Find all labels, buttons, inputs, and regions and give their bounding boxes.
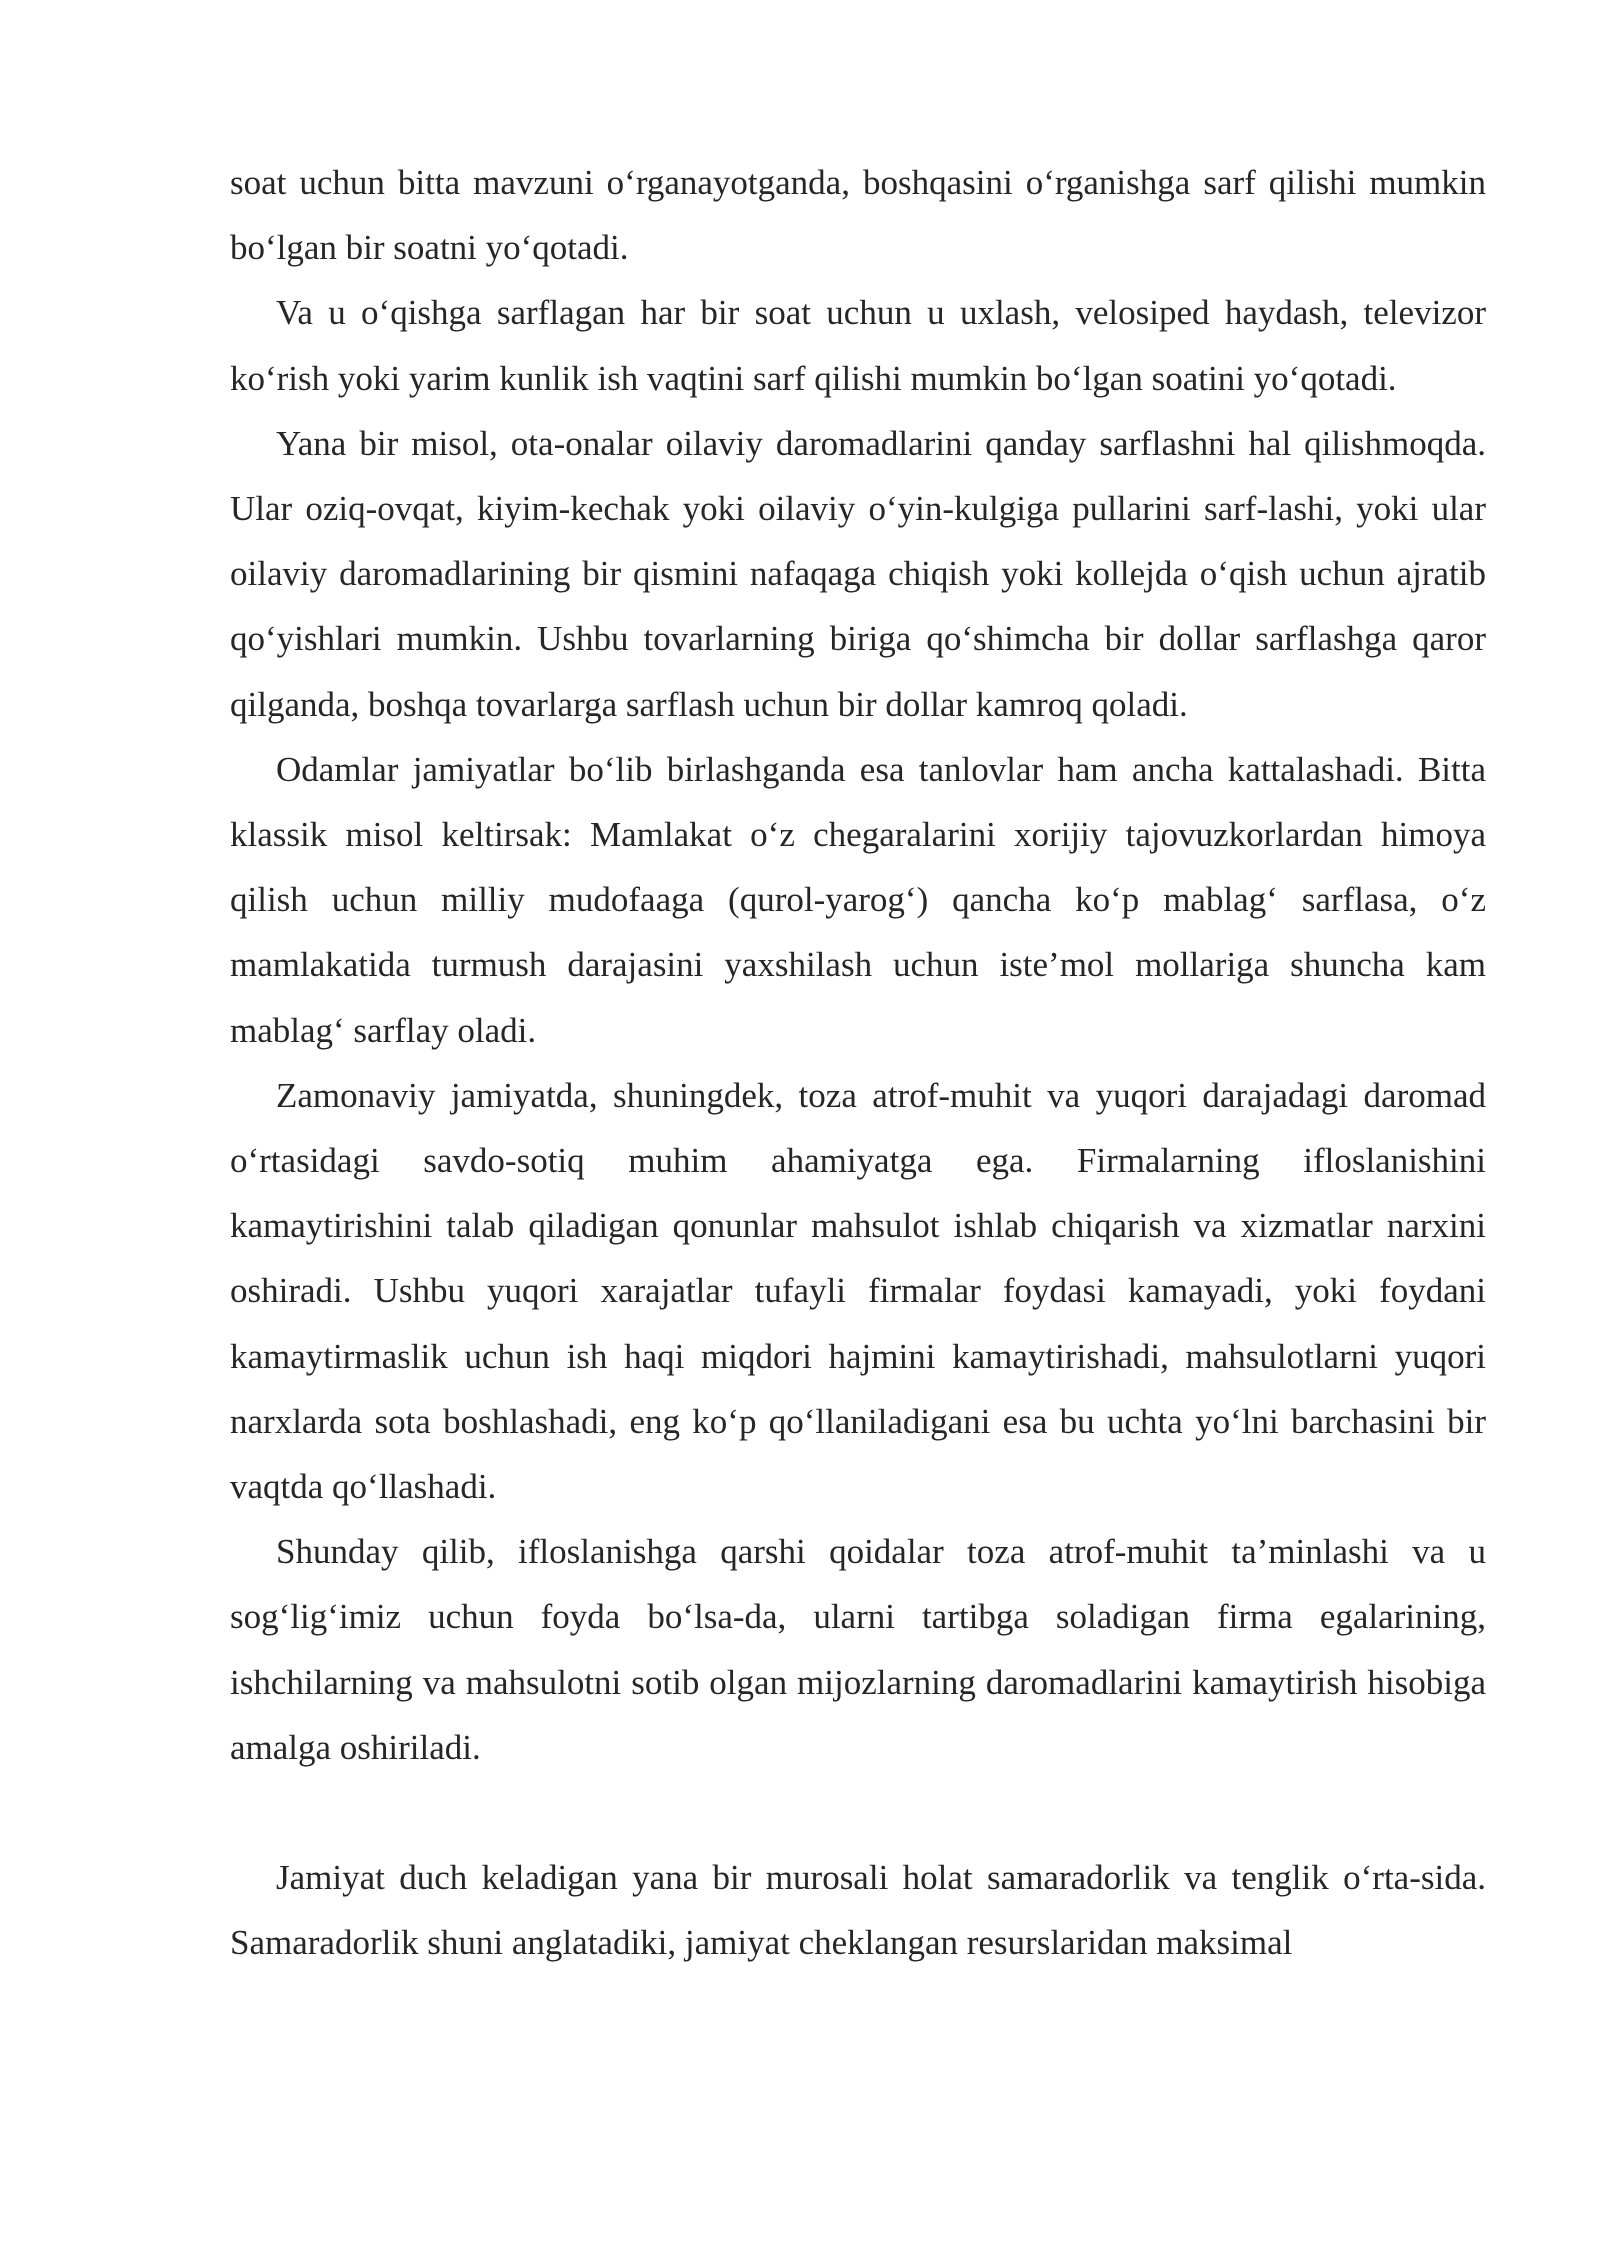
paragraph-1: soat uchun bitta mavzuni o‘rganayotganda, boshqasini o‘rganishga sarf qilishi mumkin bo‘lgan bir soatni yo‘qotadi.	[230, 163, 1486, 268]
paragraph-3: Yana bir misol, ota-onalar oilaviy daromadlarini qanday sarflashni hal qilishmoqda. Ular oziq-ovqat, kiyim-kechak yoki oilaviy o‘yin-kulgiga pullarini sarf-lashi, yoki ular oilaviy daromadlarining bir qismini nafaqaga chiqish yoki kollejda o‘qish uchun ajratib qo‘yishlari mumkin. Ushbu tovarlarning biriga qo‘shimcha bir dollar sarflashga qaror qilganda, boshqa tovarlarga sarflash uchun bir dollar kamroq qoladi.	[230, 423, 1486, 724]
paragraph-5: Zamonaviy jamiyatda, shuningdek, toza atrof-muhit va yuqori darajadagi daromad o‘rtasidagi savdo-sotiq muhim ahamiyatga ega. Firmalarning ifloslanishini kamaytirishini talab qiladigan qonunlar mahsulot ishlab chiqarish va xizmatlar narxini oshiradi. Ushbu yuqori xarajatlar tufayli firmalar foydasi kamayadi, yoki foydani kamaytirmaslik uchun ish haqi miqdori hajmini kamaytirishadi, mahsulotlarni yuqori narxlarda sota boshlashadi, eng ko‘p qo‘llaniladigani esa bu uchta yo‘lni barchasini bir vaqtda qo‘llashadi.	[230, 1075, 1486, 1507]
paragraph-gap	[230, 1780, 1486, 1845]
paragraph-7: Jamiyat duch keladigan yana bir murosali holat samaradorlik va tenglik o‘rta-sida. Samaradorlik shuni anglatadiki, jamiyat cheklangan resurslaridan maksimal	[230, 1858, 1486, 1963]
paragraph-6: Shunday qilib, ifloslanishga qarshi qoidalar toza atrof-muhit ta’minlashi va u sog‘lig‘imiz uchun foyda bo‘lsa-da, ularni tartibga soladigan firma egalarining, ishchilarning va mahsulotni sotib olgan mijozlarning daromadlarini kamaytirish hisobiga amalga oshiriladi.	[230, 1532, 1486, 1767]
paragraph-4: Odamlar jamiyatlar bo‘lib birlashganda esa tanlovlar ham ancha kattalashadi. Bitta klassik misol keltirsak: Mamlakat o‘z chegaralarini xorijiy tajovuzkorlardan himoya qilish uchun milliy mudofaaga (qurol-yarog‘) qancha ko‘p mablag‘ sarflasa, o‘z mamlakatida turmush darajasini yaxshilash uchun iste’mol mollariga shuncha kam mablag‘ sarflay oladi.	[230, 749, 1486, 1050]
paragraph-2: Va u o‘qishga sarflagan har bir soat uchun u uxlash, velosiped haydash, televizor ko‘rish yoki yarim kunlik ish vaqtini sarf qilishi mumkin bo‘lgan soatini yo‘qotadi.	[230, 293, 1486, 398]
document-page	[230, 150, 1486, 1975]
